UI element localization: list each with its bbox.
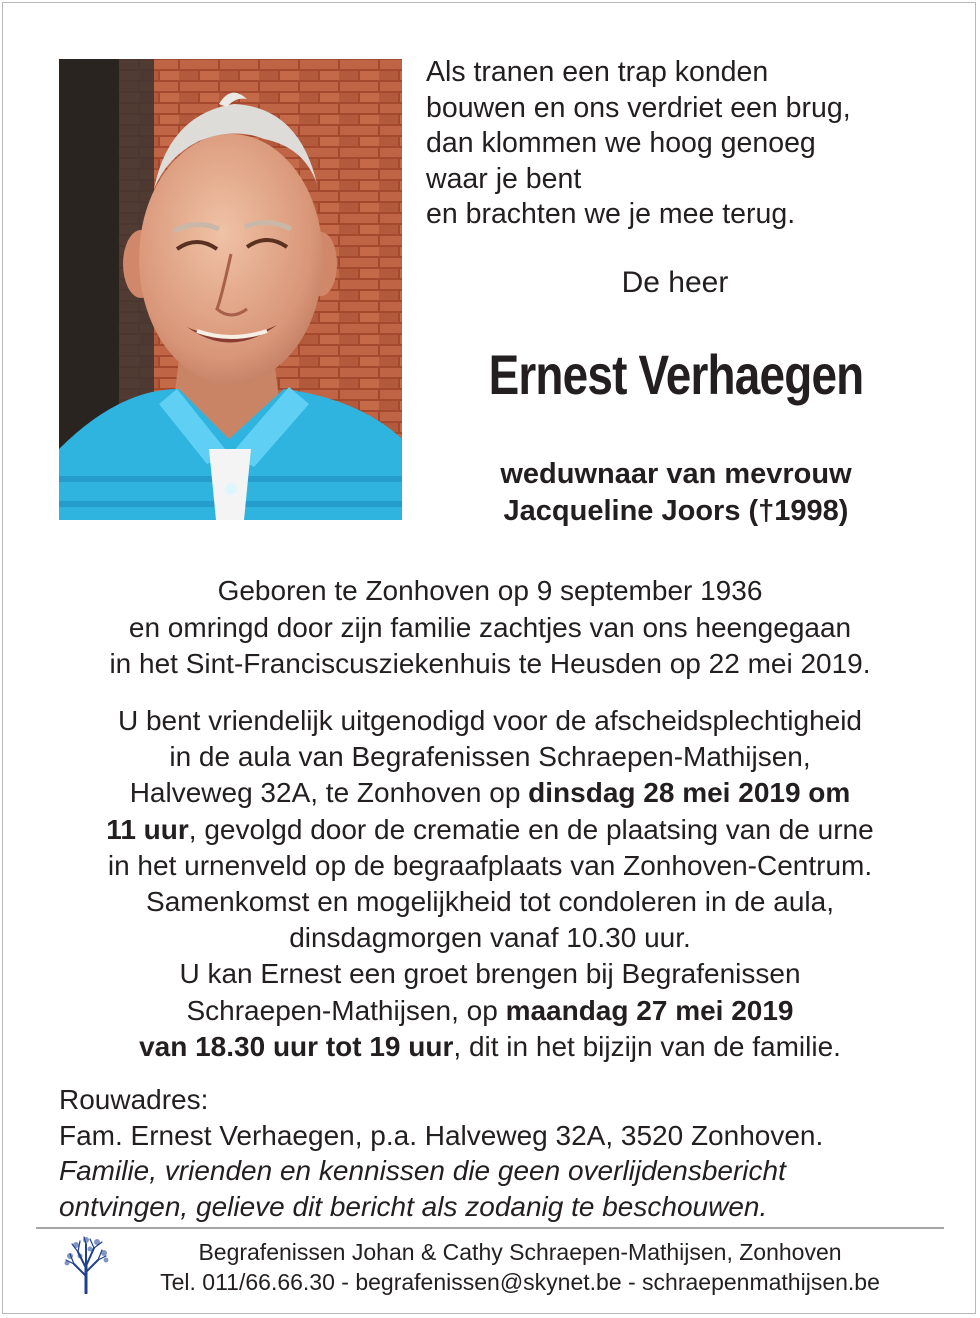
ceremony-line [30, 993, 950, 1029]
notice-line: Familie, vrienden en kennissen die geen overlijdensbericht [59, 1155, 786, 1186]
ceremony-line: U bent vriendelijk uitgenodigd voor de afscheidsplechtigheid [117, 705, 863, 736]
widow-line-1: weduwnaar van mevrouw [500, 458, 852, 490]
ceremony-text: Halveweg 32A, te Zonhoven op [129, 777, 529, 809]
poem-line: Als tranen een trap konden [426, 56, 769, 88]
ceremony-line: in het urnenveld op de begraafplaats van Zonhoven-Centrum. [107, 849, 873, 881]
ceremony-line [30, 1029, 950, 1065]
widow-notice [426, 456, 926, 530]
ceremony-line: dinsdagmorgen vanaf 10.30 uur. [289, 922, 691, 954]
funeral-home-contact: Tel. 011/66.66.30 - begrafenissen@skynet.be - schraepenmathijsen.be [160, 1269, 880, 1295]
ceremony-line [30, 812, 950, 848]
poem-line: dan klommen we hoog genoeg [426, 127, 816, 159]
ceremony-line: Samenkomst en mogelijkheid tot condoleren in de aula, [146, 886, 834, 918]
ceremony-line: in de aula van Begrafenissen Schraepen-Mathijsen, [169, 741, 811, 773]
ceremony-line [30, 775, 950, 811]
poem [426, 55, 946, 233]
visitation-time: van 18.30 uur tot 19 uur [139, 1030, 454, 1062]
tree-icon [62, 1236, 110, 1294]
ceremony-date: dinsdag 28 mei 2019 om [528, 777, 851, 809]
ceremony-time: 11 uur [106, 813, 189, 845]
ceremony-details [30, 703, 950, 1065]
poem-line: en brachten we je mee terug. [426, 198, 796, 230]
funeral-home-name: Begrafenissen Johan & Cathy Schraepen-Mathijsen, Zonhoven [198, 1239, 842, 1265]
funeral-home-footer [120, 1237, 920, 1297]
announcement-line: en omringd door zijn familie zachtjes van ons heengegaan [128, 611, 852, 643]
address-line: Fam. Ernest Verhaegen, p.a. Halveweg 32A, 3520 Zonhoven. [59, 1119, 824, 1151]
salutation: De heer [621, 266, 729, 299]
ceremony-text: Schraepen-Mathijsen, op [186, 994, 506, 1026]
visitation-date: maandag 27 mei 2019 [505, 994, 794, 1026]
mourning-address [59, 1082, 959, 1224]
poem-line: waar je bent [426, 162, 582, 195]
ceremony-line: U kan Ernest een groet brengen bij Begrafenissen [179, 958, 801, 990]
widow-line-2: Jacqueline Joors (†1998) [503, 495, 849, 527]
death-announcement [30, 573, 950, 683]
footer-divider [36, 1227, 944, 1229]
ceremony-text: , gevolgd door de crematie en de plaatsing van de urne [188, 813, 874, 845]
deceased-name: Ernest Verhaegen [488, 343, 864, 406]
announcement-line: in het Sint-Franciscusziekenhuis te Heusden op 22 mei 2019. [109, 648, 871, 679]
notice-line: ontvingen, gelieve dit bericht als zodanig te beschouwen. [59, 1190, 768, 1222]
announcement-line: Geboren te Zonhoven op 9 september 1936 [217, 575, 763, 606]
portrait-photo [59, 59, 402, 520]
ceremony-text: , dit in het bijzijn van de familie. [453, 1030, 841, 1062]
address-label: Rouwadres: [59, 1084, 209, 1115]
poem-line: bouwen en ons verdriet een brug, [426, 91, 851, 124]
